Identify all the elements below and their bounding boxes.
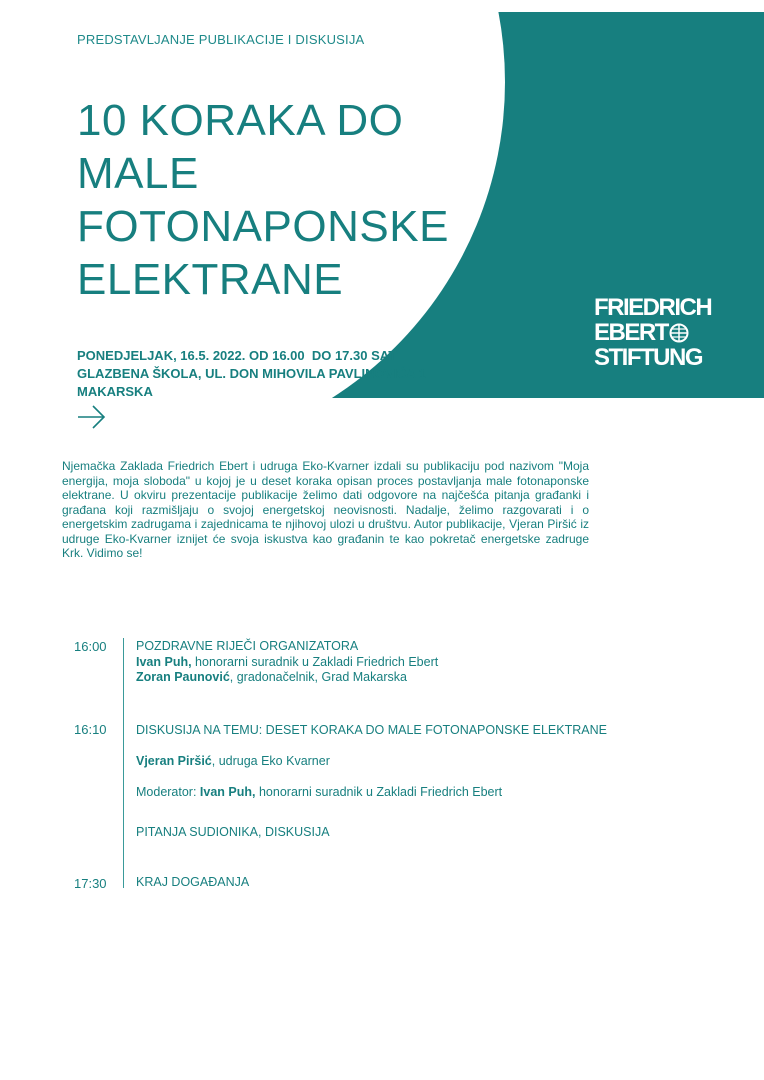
intro-paragraph: Njemačka Zaklada Friedrich Ebert i udruga Eko-Kvarner izdali su publikaciju pod nazivom "Moja energija, moja sloboda" u kojoj je u deset koraka opisan proces postavljanja male fotonaponske elektrane. U okviru prezentacije publikacije želimo dati odgovore na najčešća pitanja građanki i građana koji razmišljaju o svojoj energetskoj neovisnosti. Nadalje, želimo razgovarati i o energetskim zadrugama i zajednicama te njihovoj ulozi u društvu. Autor publikacije, Vjeran Piršić iz udruge Eko-Kvarner iznijet će svoja iskustva kao građanin te kao pokretač energetske zadruge Krk. Vidimo se!	[62, 459, 589, 560]
title-line-4: ELEKTRANE	[77, 255, 344, 304]
moderator-prefix: Moderator:	[136, 785, 200, 799]
event-details	[77, 347, 426, 401]
event-date-time: PONEDJELJAK, 16.5. 2022. OD 16.00 DO 17.30 SATI	[77, 348, 400, 363]
agenda-heading-2: DISKUSIJA NA TEMU: DESET KORAKA DO MALE FOTONAPONSKE ELEKTRANE	[136, 723, 607, 737]
speaker-name: Ivan Puh,	[136, 655, 192, 669]
speaker-role: , gradonačelnik, Grad Makarska	[229, 670, 407, 684]
logo-line-3: STIFTUNG	[594, 344, 702, 371]
agenda-heading-1: POZDRAVNE RIJEČI ORGANIZATORA	[136, 639, 359, 653]
header-band	[0, 12, 764, 398]
agenda-time-1: 16:00	[74, 639, 107, 654]
logo-line-2: EBERT	[594, 319, 668, 346]
agenda-speaker-3	[136, 754, 330, 768]
logo-line-1: FRIEDRICH	[594, 294, 712, 321]
globe-icon	[669, 323, 689, 343]
agenda-time-2: 16:10	[74, 722, 107, 737]
arrow-right-icon	[77, 404, 107, 430]
agenda-questions: PITANJA SUDIONIKA, DISKUSIJA	[136, 825, 330, 839]
agenda-heading-3: KRAJ DOGAĐANJA	[136, 875, 250, 889]
title-line-3: FOTONAPONSKE	[77, 202, 449, 251]
moderator-role: honorarni suradnik u Zakladi Friedrich Ebert	[255, 785, 503, 799]
agenda-speaker-1	[136, 655, 438, 669]
speaker-role: honorarni suradnik u Zakladi Friedrich Ebert	[191, 655, 439, 669]
logo-line-2-row	[594, 320, 711, 345]
fes-logo	[594, 295, 711, 370]
speaker-name: Vjeran Piršić	[136, 754, 212, 768]
agenda-speaker-2	[136, 670, 407, 684]
event-type-label: PREDSTAVLJANJE PUBLIKACIJE I DISKUSIJA	[77, 32, 365, 47]
title-line-1: 10 KORAKA DO	[77, 96, 404, 145]
agenda-moderator	[136, 785, 502, 799]
agenda-time-3: 17:30	[74, 876, 107, 891]
page-title	[77, 94, 477, 306]
event-venue: GLAZBENA ŠKOLA, UL. DON MIHOVILA PAVLINOVIĆA 1	[77, 366, 427, 381]
agenda-divider	[123, 638, 124, 888]
speaker-name: Zoran Paunović	[136, 670, 230, 684]
event-city: MAKARSKA	[77, 384, 153, 399]
moderator-name: Ivan Puh,	[199, 785, 256, 799]
title-line-2: MALE	[77, 149, 199, 198]
speaker-role: , udruga Eko Kvarner	[211, 754, 330, 768]
